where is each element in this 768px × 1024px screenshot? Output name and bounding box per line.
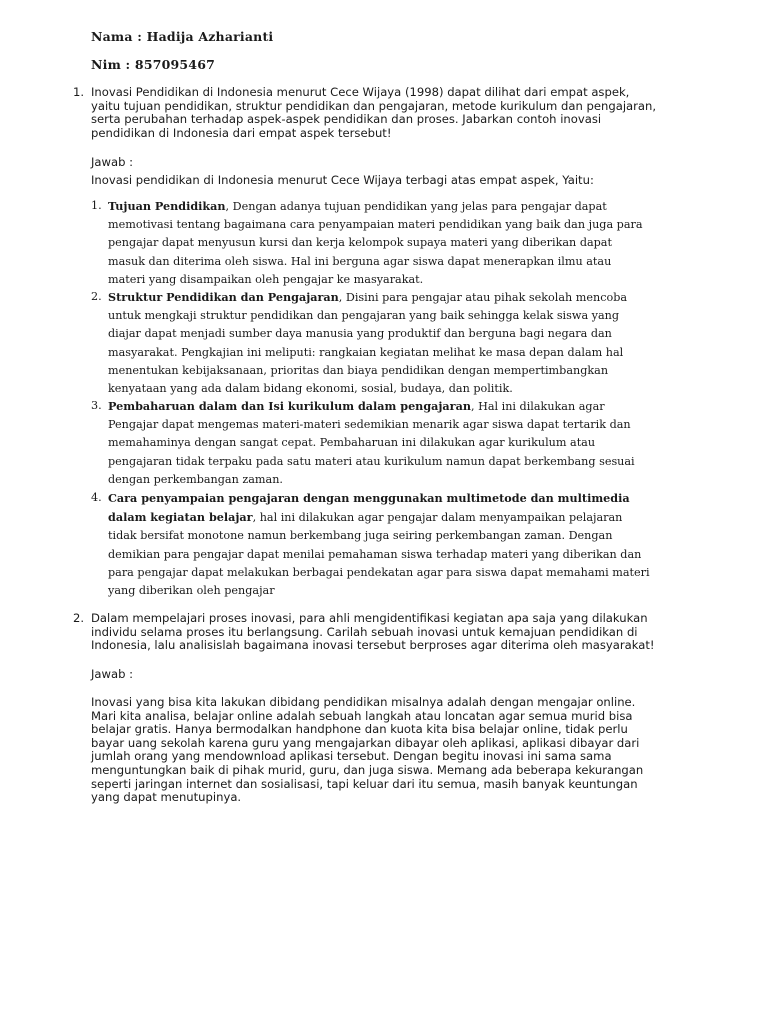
aspect-title: Struktur Pendidikan dan Pengajaran <box>108 290 339 304</box>
aspect-item <box>91 288 681 398</box>
aspect-title: Cara penyampaian pengajaran dengan menggunakan multimetode dan multimedia dalam kegiatan belajar <box>108 491 630 525</box>
aspect-title: Pembaharuan dalam dan Isi kurikulum dalam pengajaran <box>108 399 471 413</box>
question-1 <box>73 86 683 140</box>
question-2-number: 2. <box>73 611 85 625</box>
aspect-item <box>91 397 681 489</box>
answer-2-label: Jawab : <box>91 667 134 681</box>
question-1-number: 1. <box>73 85 85 99</box>
question-2-text: Dalam mempelajari proses inovasi, para ahli mengidentifikasi kegiatan apa saja yang dilakukan individu selama proses itu berlangsung. Carilah sebuah inovasi untuk kemajuan pendidikan di Indonesia, lalu analisislah bagaimana inovasi tersebut berproses agar diterima oleh masyarakat! <box>91 611 655 653</box>
question-2 <box>73 612 683 653</box>
question-1-text: Inovasi Pendidikan di Indonesia menurut Cece Wijaya (1998) dapat dilihat dari empat aspek, yaitu tujuan pendidikan, struktur pendidikan dan pengajaran, metode kurikulum dan pengajaran, serta perubahan terhadap aspek-aspek pendidikan dan proses. Jabarkan contoh inovasi pendidikan di Indonesia dari empat aspek tersebut! <box>91 85 657 140</box>
answer-1-intro: Inovasi pendidikan di Indonesia menurut Cece Wijaya terbagi atas empat aspek, Yaitu: <box>91 173 594 187</box>
answer-2-text: Inovasi yang bisa kita lakukan dibidang pendidikan misalnya adalah dengan mengajar online. Mari kita analisa, belajar online adalah sebuah langkah atau loncatan agar semua murid bisa belajar gratis. Hanya bermodalkan handphone dan kuota kita bisa belajar online, tidak perlu bayar uang sekolah karena guru yang mengajarkan dibayar oleh aplikasi, aplikasi dibayar dari jumlah orang yang mendownload aplikasi tersebut. Dengan begitu inovasi ini sama sama menguntungkan baik di pihak murid, guru, dan juga siswa. Memang ada beberapa kekurangan seperti jaringan internet dan sosialisasi, tapi keluar dari itu semua, masih banyak keuntungan yang dapat menutupinya. <box>91 695 644 805</box>
aspect-body: , hal ini dilakukan agar pengajar dalam menyampaikan pelajaran tidak bersifat monotone namun berkembang juga seiring perkembangan zaman. Dengan demikian para pengajar dapat menilai pemahaman siswa terhadap materi yang diberikan dan para pengajar dapat melakukan berbagai pendekatan agar para siswa dapat memahami materi yang diberikan oleh pengajar <box>108 511 650 598</box>
aspect-body: , Dengan adanya tujuan pendidikan yang jelas para pengajar dapat memotivasi tentang bagaimana cara penyampaian materi pendidikan yang baik dan juga para pengajar dapat menyusun kursi dan kerja kelompok supaya materi yang diberikan dapat masuk dan diterima oleh siswa. Hal ini berguna agar siswa dapat menerapkan ilmu atau materi yang disampaikan oleh pengajar ke masyarakat. <box>108 200 643 286</box>
aspect-number: 4. <box>91 491 102 504</box>
aspect-number: 1. <box>91 199 102 212</box>
answer-1-label: Jawab : <box>91 155 134 169</box>
aspect-number: 3. <box>91 399 102 412</box>
aspect-item <box>91 197 681 289</box>
student-nim: Nim : 857095467 <box>91 57 215 72</box>
aspect-body: , Hal ini dilakukan agar Pengajar dapat mengemas materi-materi sedemikian menarik agar siswa dapat tertarik dan memahaminya dengan sangat cepat. Pembaharuan ini dilakukan agar kurikulum atau pengajaran tidak terpaku pada satu materi atau kurikulum namun dapat berkembang sesuai dengan perkembangan zaman. <box>108 400 635 486</box>
student-name: Nama : Hadija Azharianti <box>91 29 274 44</box>
aspect-body: , Disini para pengajar atau pihak sekolah mencoba untuk mengkaji struktur pendidikan dan pengajaran yang baik sehingga kelak siswa yang diajar dapat menjadi sumber daya manusia yang produktif dan berguna bagi negara dan masyarakat. Pengkajian ini meliputi: rangkaian kegiatan melihat ke masa depan dalam hal menentukan kebijaksanaan, prioritas dan biaya pendidikan dengan mempertimbangkan kenyataan yang ada dalam bidang ekonomi, sosial, budaya, dan politik. <box>108 291 628 396</box>
aspect-number: 2. <box>91 290 102 303</box>
aspect-item <box>91 489 681 600</box>
aspect-title: Tujuan Pendidikan <box>108 199 226 213</box>
